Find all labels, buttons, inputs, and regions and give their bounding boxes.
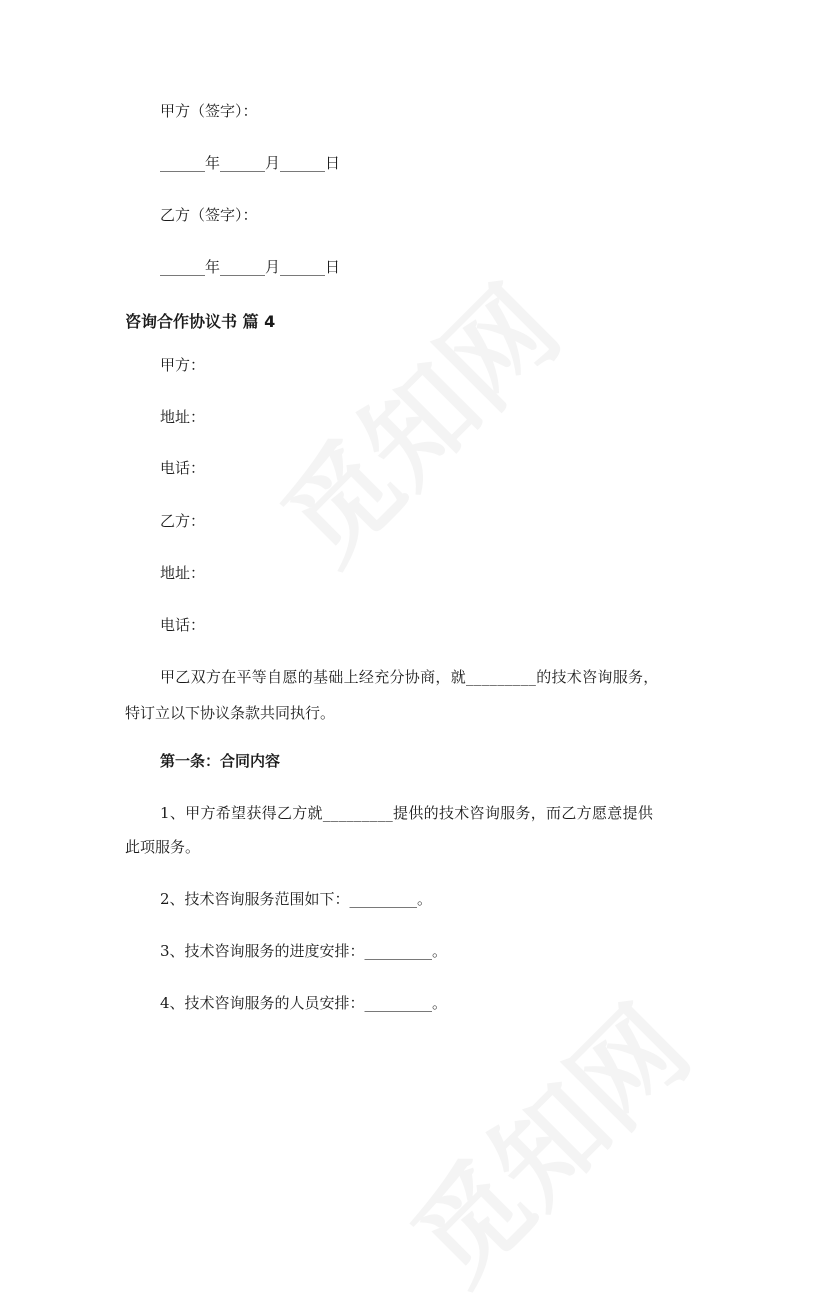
- intro-paragraph: 甲乙双方在平等自愿的基础上经充分协商，就_________的技术咨询服务，: [160, 668, 659, 686]
- phone-label: 电话：: [160, 616, 206, 634]
- phone-label: 电话：: [160, 459, 206, 477]
- party-b-label: 乙方：: [160, 512, 206, 530]
- party-a-label: 甲方：: [160, 356, 206, 374]
- party-b-signature: 乙方（签字）：: [160, 206, 258, 224]
- article-title: 第一条：合同内容: [160, 752, 281, 770]
- section-title: 咨询合作协议书 篇 4: [125, 312, 276, 331]
- party-a-signature: 甲方（签字）：: [160, 102, 258, 120]
- watermark: [372, 966, 717, 1311]
- contract-item: 3、技术咨询服务的进度安排：_________。: [160, 942, 448, 960]
- intro-paragraph-continued: 特订立以下协议条款共同执行。: [125, 704, 336, 722]
- address-label: 地址：: [160, 408, 206, 426]
- date-line: ______年______月______日: [160, 258, 341, 276]
- address-label: 地址：: [160, 564, 206, 582]
- watermark: [242, 246, 587, 591]
- contract-item: 2、技术咨询服务范围如下：_________。: [160, 890, 433, 908]
- contract-item: 1、甲方希望获得乙方就_________提供的技术咨询服务，而乙方愿意提供: [160, 804, 654, 822]
- contract-item-continued: 此项服务。: [125, 838, 201, 856]
- contract-item: 4、技术咨询服务的人员安排：_________。: [160, 994, 448, 1012]
- date-line: ______年______月______日: [160, 154, 341, 172]
